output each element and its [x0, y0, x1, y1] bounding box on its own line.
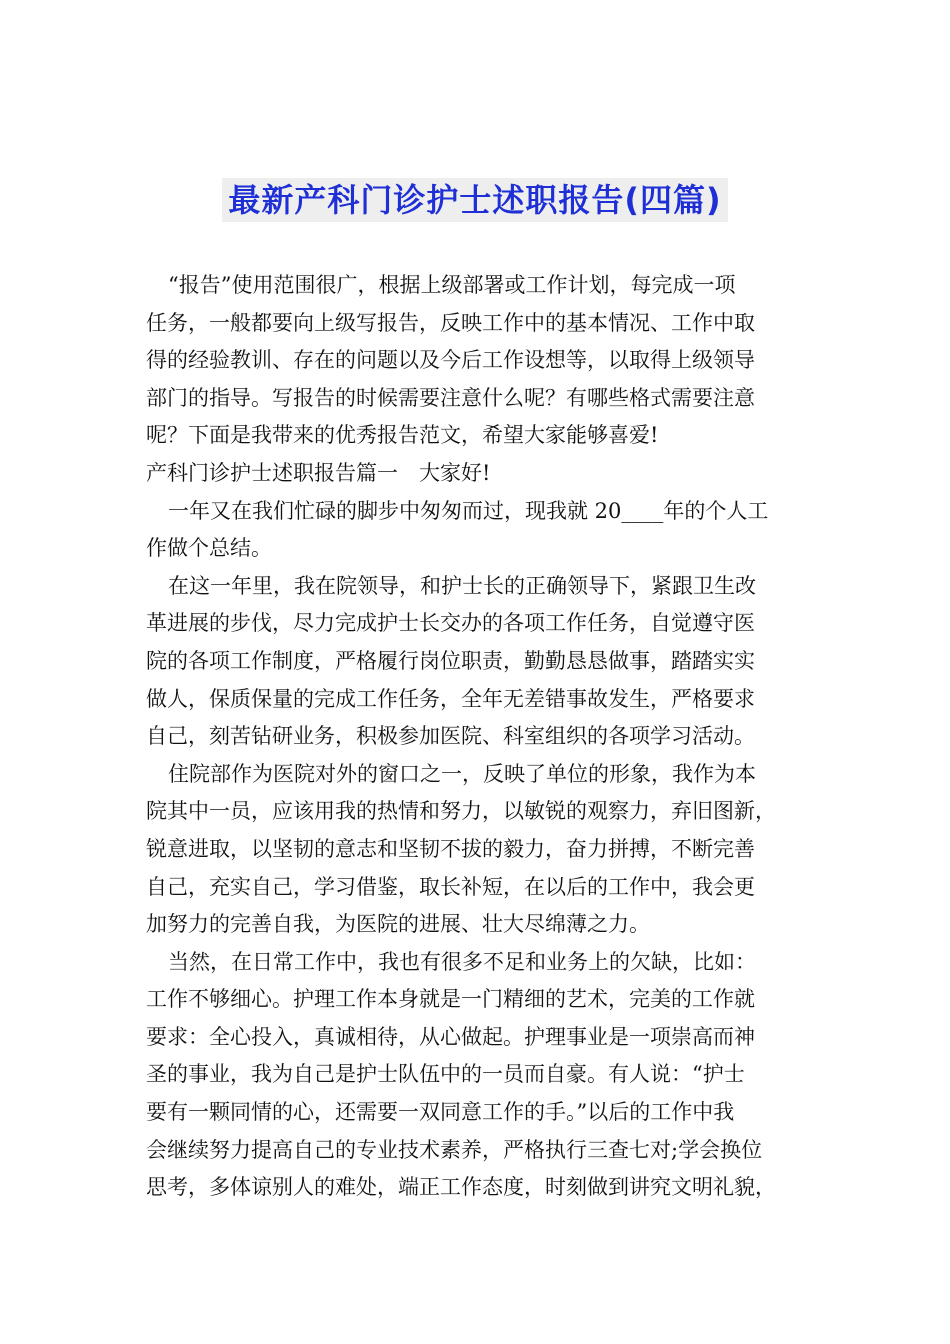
body-line: 做人，保质保量的完成工作任务，全年无差错事故发生，严格要求	[146, 686, 755, 711]
body-line: 在这一年里，我在院领导，和护士长的正确领导下，紧跟卫生改	[168, 573, 756, 598]
body-line: 要求：全心投入，真诚相待，从心做起。护理事业是一项崇高而神	[146, 1024, 755, 1049]
body-line: 自己，充实自己，学习借鉴，取长补短，在以后的工作中，我会更	[146, 874, 755, 899]
body-line: 住院部作为医院对外的窗口之一，反映了单位的形象，我作为本	[168, 761, 756, 786]
body-line: 要有一颗同情的心，还需要一双同意工作的手。”以后的工作中我	[146, 1100, 735, 1125]
body-line: 当然，在日常工作中，我也有很多不足和业务上的欠缺，比如：	[168, 949, 756, 974]
document-body	[146, 267, 812, 1207]
body-line: 部门的指导。写报告的时候需要注意什么呢？有哪些格式需要注意	[146, 385, 755, 410]
body-line: 一年又在我们忙碌的脚步中匆匆而过，现我就 20____年的个人工	[168, 498, 769, 523]
body-line: 院其中一员，应该用我的热情和努力，以敏锐的观察力，弃旧图新，	[146, 799, 776, 824]
body-line: 加努力的完善自我，为医院的进展、壮大尽绵薄之力。	[146, 912, 650, 937]
body-line: 思考，多体谅别人的难处，端正工作态度，时刻做到讲究文明礼貌，	[146, 1175, 776, 1200]
section-heading-line: 产科门诊护士述职报告篇一 大家好!	[146, 460, 491, 485]
body-line: 作做个总结。	[146, 536, 272, 561]
body-line: 锐意进取，以坚韧的意志和坚韧不拔的毅力，奋力拼搏，不断完善	[146, 836, 755, 861]
body-line: 院的各项工作制度，严格履行岗位职责，勤勤恳恳做事，踏踏实实	[146, 648, 755, 673]
title-block	[0, 178, 950, 222]
body-line: 自己，刻苦钻研业务，积极参加医院、科室组织的各项学习活动。	[146, 724, 755, 749]
body-line: 会继续努力提高自己的专业技术素养，严格执行三查七对;学会换位	[146, 1137, 763, 1162]
body-line: 得的经验教训、存在的问题以及今后工作设想等，以取得上级领导	[146, 348, 755, 373]
body-line: 呢？下面是我带来的优秀报告范文，希望大家能够喜爱!	[146, 423, 659, 448]
body-line: 任务，一般都要向上级写报告，反映工作中的基本情况、工作中取	[146, 310, 755, 335]
body-line: 革进展的步伐，尽力完成护士长交办的各项工作任务，自觉遵守医	[146, 611, 755, 636]
body-line: 圣的事业，我为自己是护士队伍中的一员而自豪。有人说：“护士	[146, 1062, 745, 1087]
document-title: 最新产科门诊护士述职报告(四篇)	[222, 178, 727, 222]
body-line: “报告”使用范围很广，根据上级部署或工作计划，每完成一项	[168, 273, 736, 297]
body-line: 工作不够细心。护理工作本身就是一门精细的艺术，完美的工作就	[146, 987, 755, 1012]
